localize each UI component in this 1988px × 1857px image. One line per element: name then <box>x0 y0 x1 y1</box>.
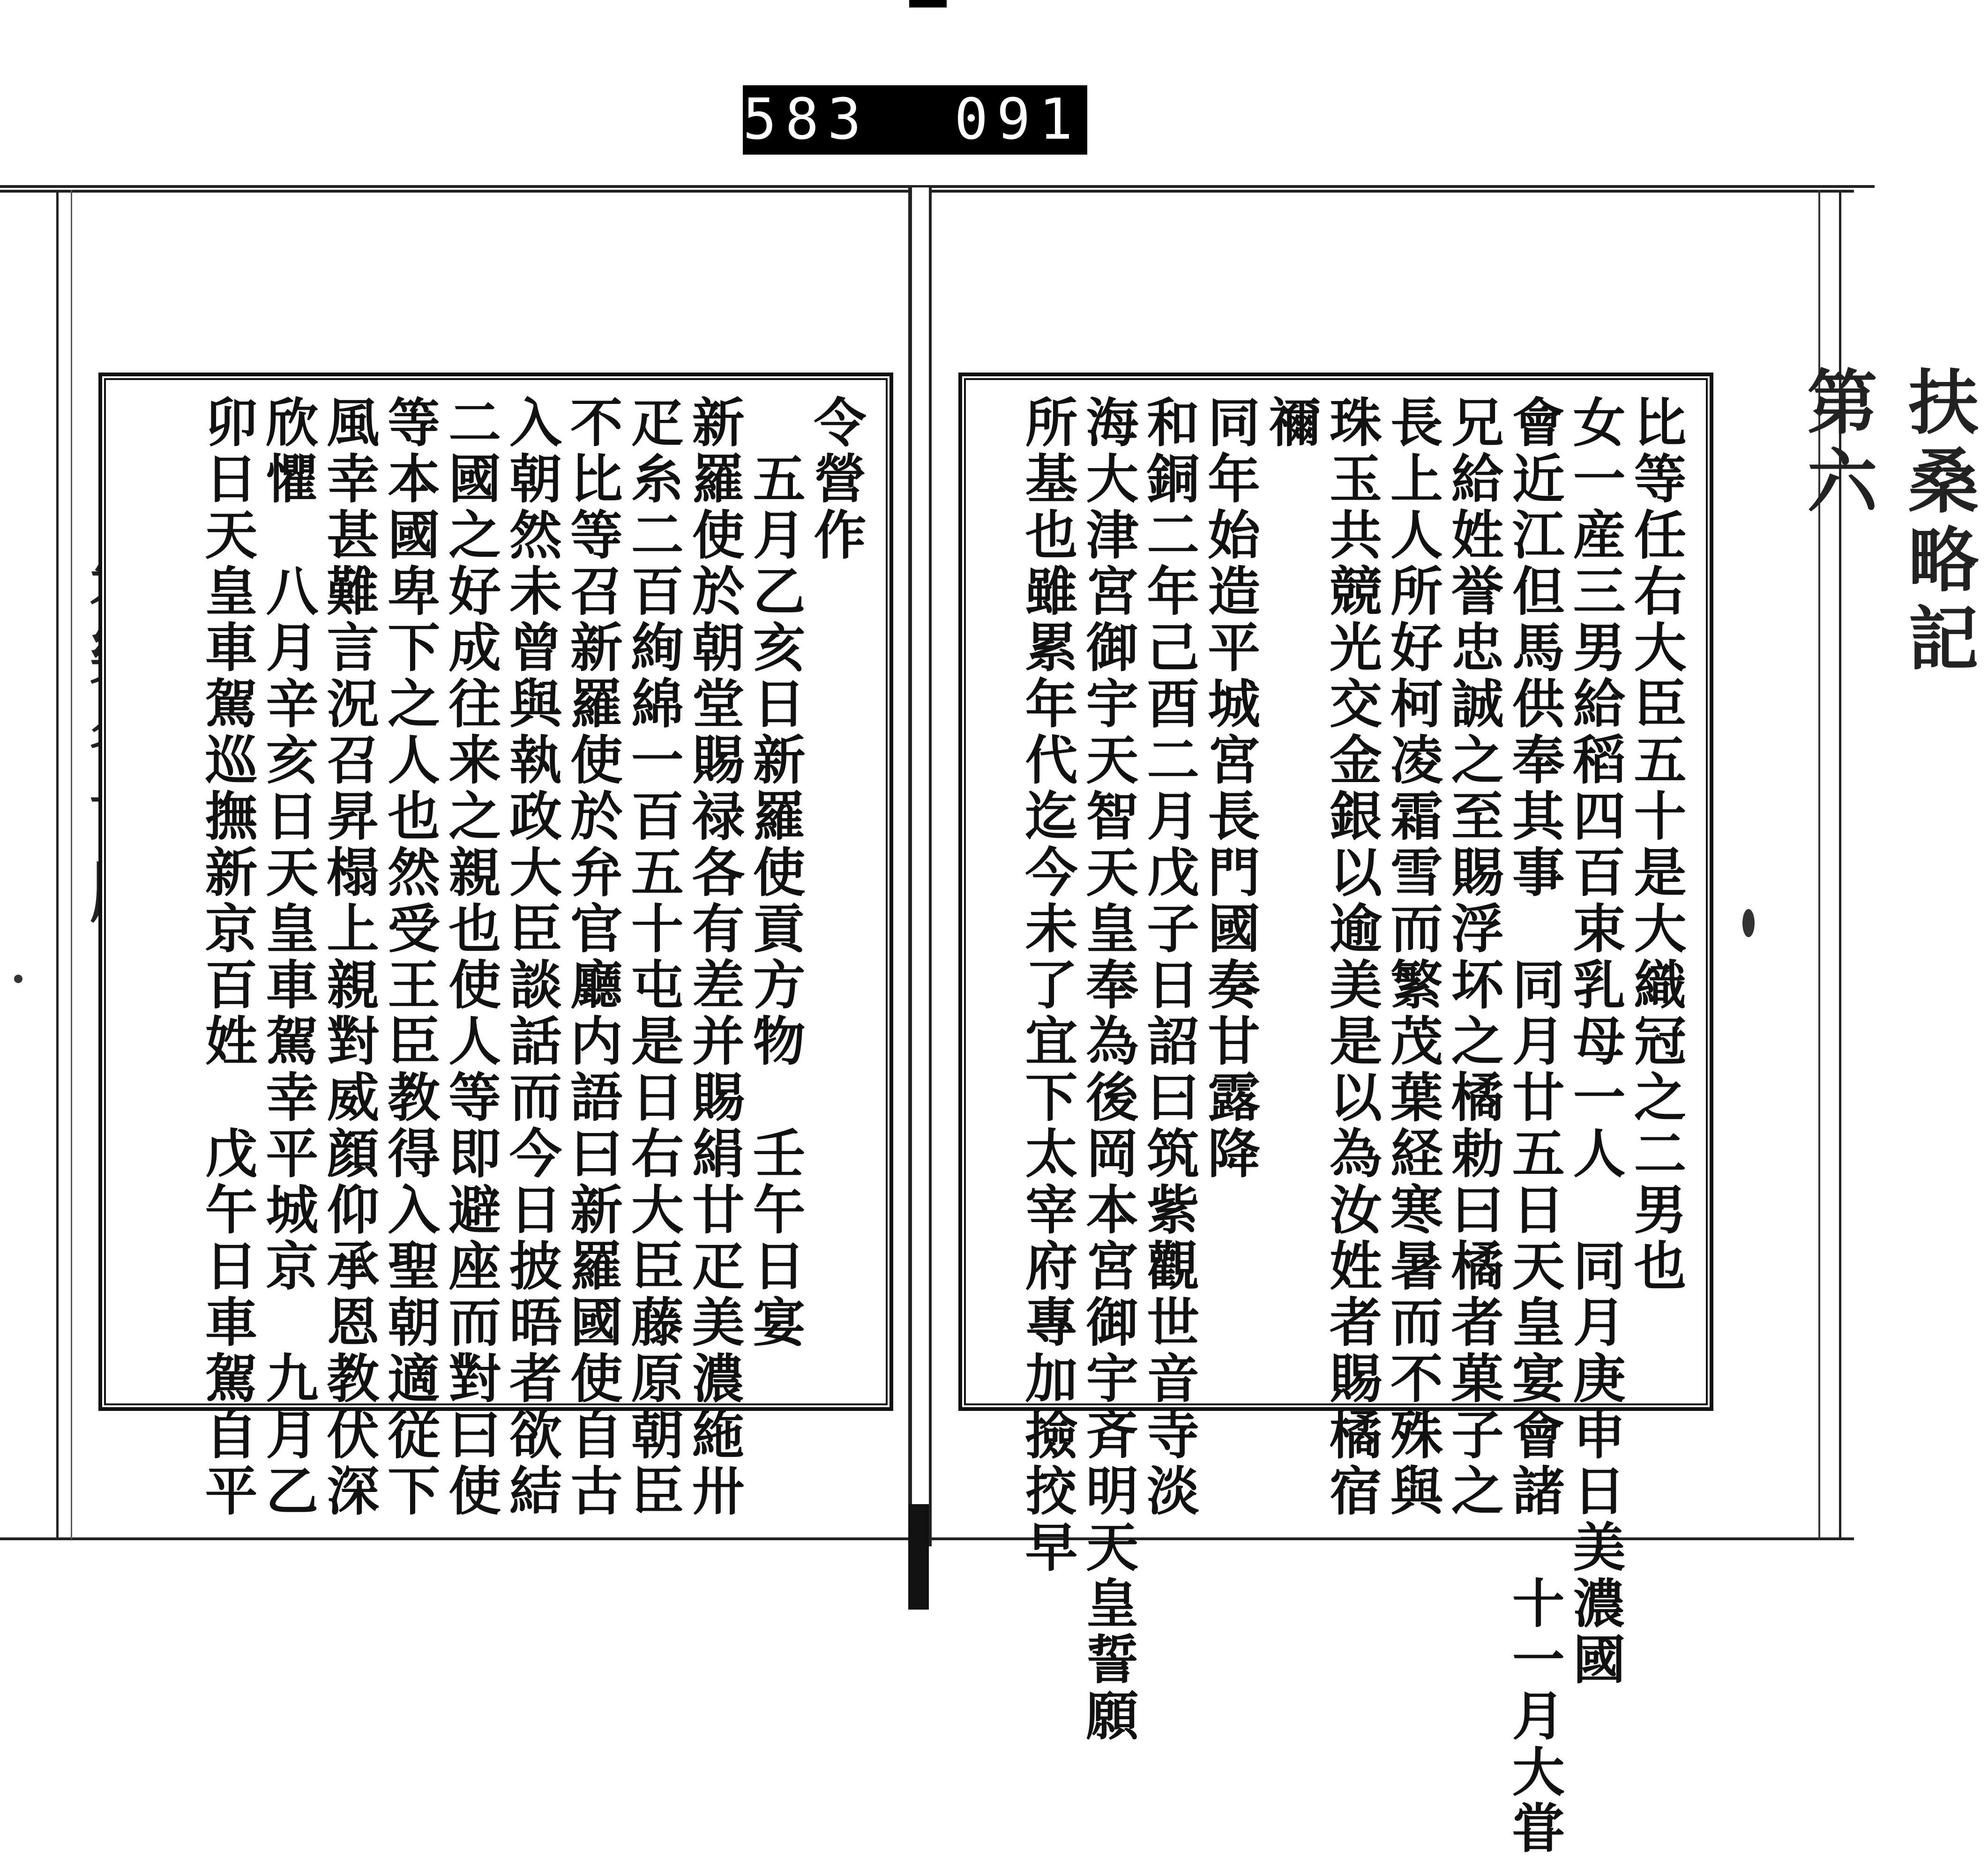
text-column: 禰 <box>1260 395 1322 451</box>
text-column: 等本國卑下之人也然受王臣教得入聖朝適従下 <box>379 395 441 1520</box>
left-text-frame <box>98 373 893 1520</box>
top-notch-mark <box>909 0 947 7</box>
text-column: 海大津宮御宇天智天皇奉為後岡本宮御宇斉明天皇誓願 <box>1077 395 1139 1745</box>
text-column: 疋糸二百絢綿一百五十屯是日右大臣藤原朝臣 <box>622 395 684 1520</box>
text-column: 令營作 <box>805 395 867 564</box>
left-text-body <box>126 395 867 1520</box>
ink-speck <box>1742 909 1755 937</box>
text-column: 五月乙亥日新羅使貢方物 壬午日宴 <box>744 395 806 1351</box>
text-column: 卯日天皇車駕巡撫新京百姓 戊午日車駕自平 <box>196 395 258 1520</box>
text-column: 和銅二年己酉二月戊子日詔曰筑紫觀世音寺淡 <box>1138 395 1200 1520</box>
ink-speck <box>14 975 22 983</box>
text-column: 珠玉共競光交金銀以逾美是以為汝姓者賜橘宿 <box>1321 395 1383 1520</box>
text-column: 比等任右大臣五十是大織冠之二男也 <box>1625 395 1687 1295</box>
text-column: 兄給姓誉忠誠之至賜浮坏之橘勅曰橘者菓子之 <box>1442 395 1504 1520</box>
text-column: 二國之好成往来之親也使人等即避座而對曰使 <box>440 395 501 1520</box>
right-text-body <box>986 395 1687 1857</box>
right-text-frame <box>958 373 1713 1857</box>
text-column: 風幸甚難言況召昇榻上親對威顔仰承恩教伏深 <box>318 395 380 1520</box>
microfilm-code-label: 583 091. <box>743 85 1087 155</box>
text-column: 同年始造平城宮長門國奏甘露降 <box>1199 395 1261 1182</box>
text-column: 不比等召新羅使於弁官廳内語曰新羅國使自古 <box>561 395 623 1520</box>
text-column: 欣懼 八月辛亥日天皇車駕幸平城京 九月乙 <box>257 395 319 1520</box>
right-margin-title: 扶桑略記第六 <box>1795 365 1979 680</box>
text-column: 會近江但馬供奉其事 同月廿五日天皇宴會諸 十一月大甞 <box>1503 395 1565 1857</box>
text-column: 入朝然未曾與執政大臣談話而今日披晤者欲結 <box>501 395 562 1520</box>
text-column: 長上人所好柯凌霜雪而繁茂葉経寒暑而不殊與 <box>1382 395 1443 1520</box>
text-column: 女一産三男給稻四百束乳母一人 同月庚申日美濃國 <box>1564 395 1626 1688</box>
spine-shadow <box>908 1504 929 1610</box>
text-column: 新羅使於朝堂賜禄各有差并賜絹廿疋美濃絁卅 <box>683 395 745 1520</box>
text-column: 所基也雖累年代迄今未了宜下太宰府專加撿挍早 <box>1016 395 1078 1576</box>
book-spine <box>908 187 932 1546</box>
page-top-rule <box>0 185 1875 188</box>
